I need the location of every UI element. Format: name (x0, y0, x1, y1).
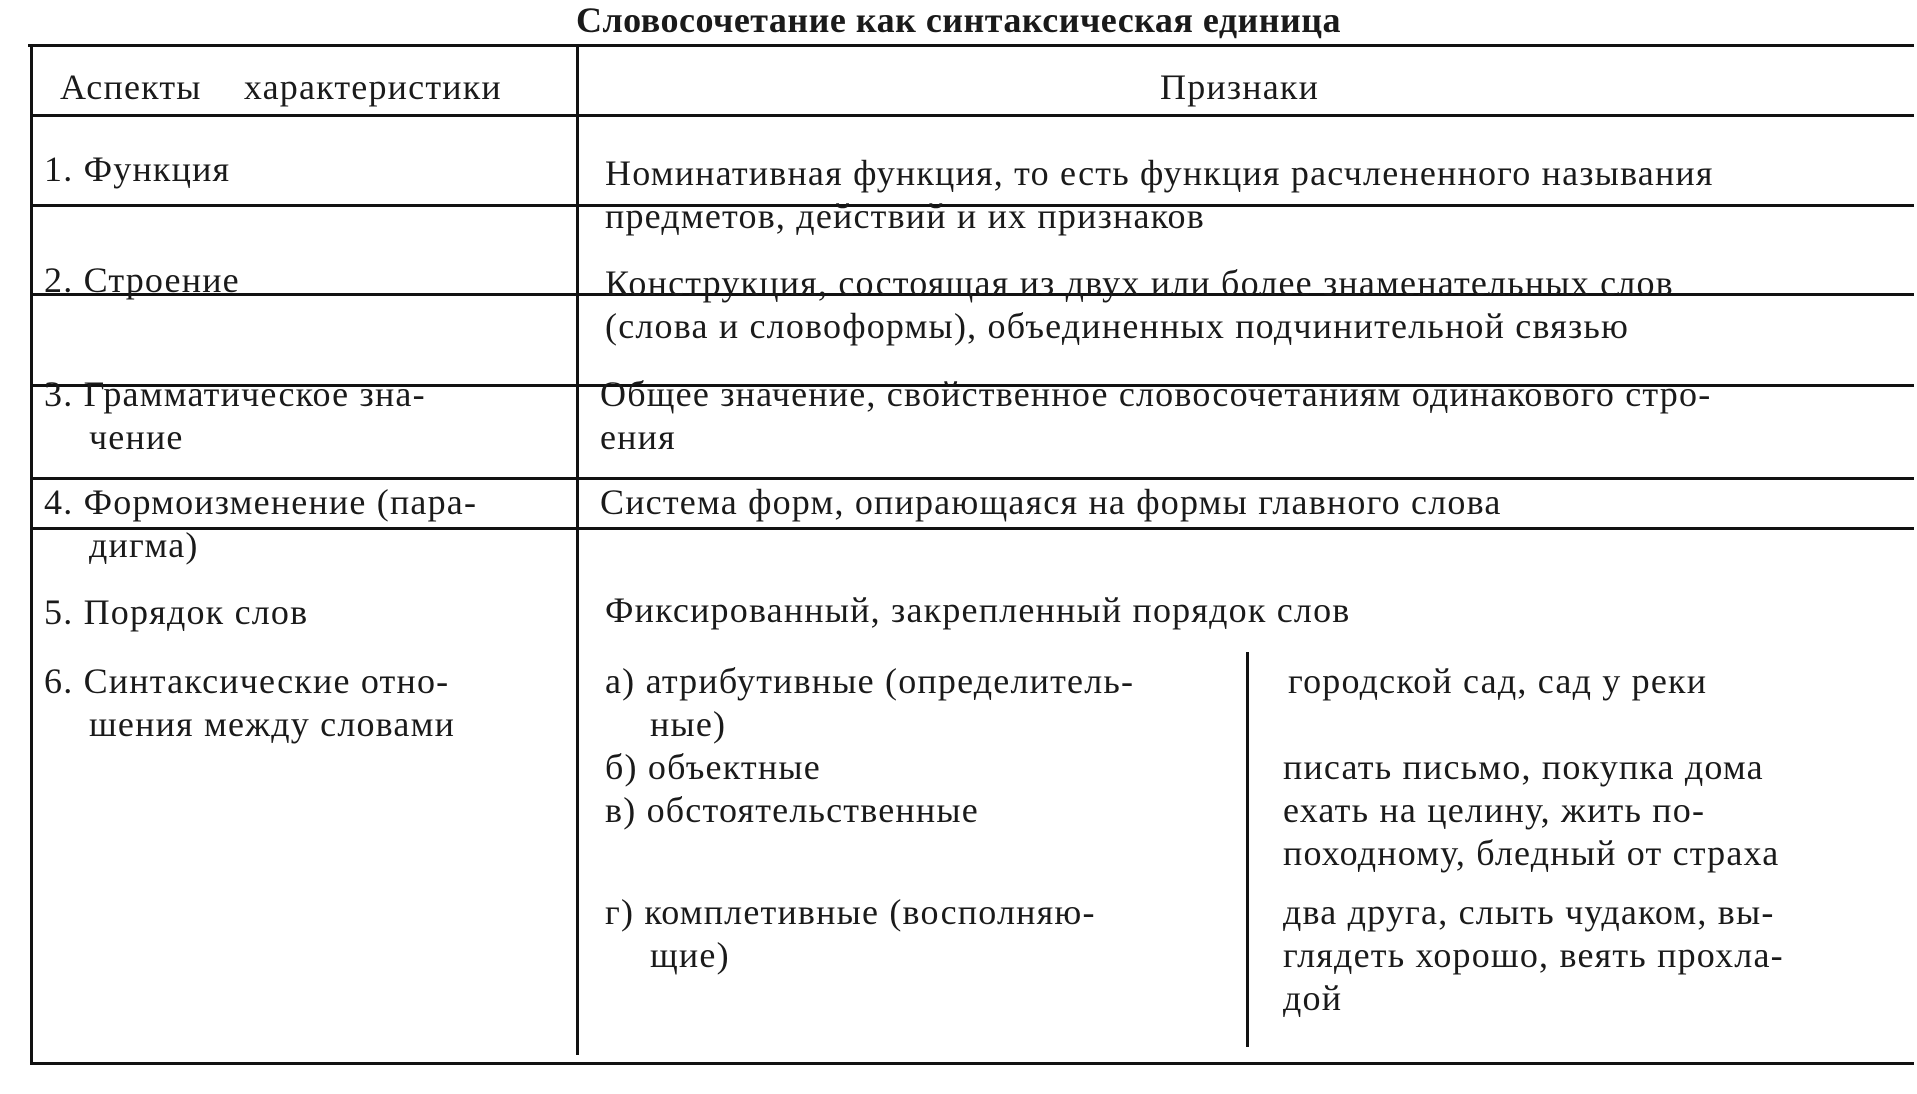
feature-line: Конструкция, состоящая из двух или более знаменательных слов (605, 263, 1674, 303)
relation-label-line: ные) (650, 704, 727, 744)
aspect-line: 3. Грамматическое зна- (44, 374, 426, 414)
aspect-line: шения между словами (89, 704, 456, 744)
row-aspect (44, 481, 477, 567)
column-divider (576, 44, 579, 1055)
relation-example-object (1283, 746, 1764, 789)
feature-line: Номинативная функция, то есть функция расчлененного называния (605, 153, 1714, 193)
relation-example-line: писать письмо, покупка дома (1283, 747, 1764, 787)
relation-example-line: глядеть хорошо, веять прохла- (1283, 935, 1784, 975)
aspect-line: 4. Формоизменение (пара- (44, 482, 478, 522)
row-aspect (44, 373, 426, 459)
relation-type-object (605, 746, 821, 789)
row-divider (30, 477, 1914, 480)
feature-line: (слова и словоформы), объединенных подчинительной связью (605, 306, 1630, 346)
relation-type-completive (605, 891, 1096, 977)
aspect-line: 2. Строение (44, 260, 240, 300)
relation-example-line: городской сад, сад у реки (1288, 661, 1708, 701)
row-feature (600, 481, 1502, 524)
relation-label-line: в) обстоятельственные (605, 790, 979, 830)
relation-example-circumstantial (1283, 789, 1779, 875)
row-feature (605, 152, 1714, 238)
sub-column-divider (1246, 652, 1249, 1047)
row-aspect (44, 148, 230, 191)
aspect-line: 1. Функция (44, 149, 231, 189)
table-left-border (30, 44, 33, 1065)
aspect-line: чение (89, 417, 184, 457)
header-features: Признаки (1160, 67, 1320, 107)
aspect-line: дигма) (89, 525, 199, 565)
relation-example-completive (1283, 891, 1784, 1020)
row-aspect (44, 591, 308, 634)
relation-label-line: г) комплетивные (восполняю- (605, 892, 1096, 932)
row-feature (600, 373, 1711, 459)
row-aspect (44, 259, 240, 302)
relation-label-line: а) атрибутивные (определитель- (605, 661, 1135, 701)
row-feature (605, 589, 1350, 632)
feature-line: Общее значение, свойственное словосочетаниям одинакового стро- (600, 374, 1712, 414)
feature-line: Система форм, опирающаяся на формы главного слова (600, 482, 1502, 522)
relation-example-line: походному, бледный от страха (1283, 833, 1780, 873)
aspect-line: 6. Синтаксические отно- (44, 661, 450, 701)
relation-example-attributive (1288, 660, 1707, 703)
table-bottom-border (30, 1062, 1914, 1065)
feature-line: предметов, действий и их признаков (605, 196, 1205, 236)
relation-example-line: дой (1283, 978, 1343, 1018)
table-top-border (28, 44, 1914, 47)
relation-label-line: б) объектные (605, 747, 821, 787)
relation-type-attributive (605, 660, 1134, 746)
aspect-line: 5. Порядок слов (44, 592, 309, 632)
relation-label-line: щие) (650, 935, 730, 975)
header-aspects: Аспекты характеристики (60, 67, 502, 107)
relations-aspect (44, 660, 455, 746)
relation-example-line: ехать на целину, жить по- (1283, 790, 1706, 830)
row-feature (605, 262, 1674, 348)
relation-type-circumstantial (605, 789, 979, 832)
feature-line: Фиксированный, закрепленный порядок слов (605, 590, 1351, 630)
feature-line: ения (600, 417, 676, 457)
header-bottom-border (30, 114, 1914, 117)
table-title: Словосочетание как синтаксическая единица (575, 0, 1342, 40)
relation-example-line: два друга, слыть чудаком, вы- (1283, 892, 1775, 932)
